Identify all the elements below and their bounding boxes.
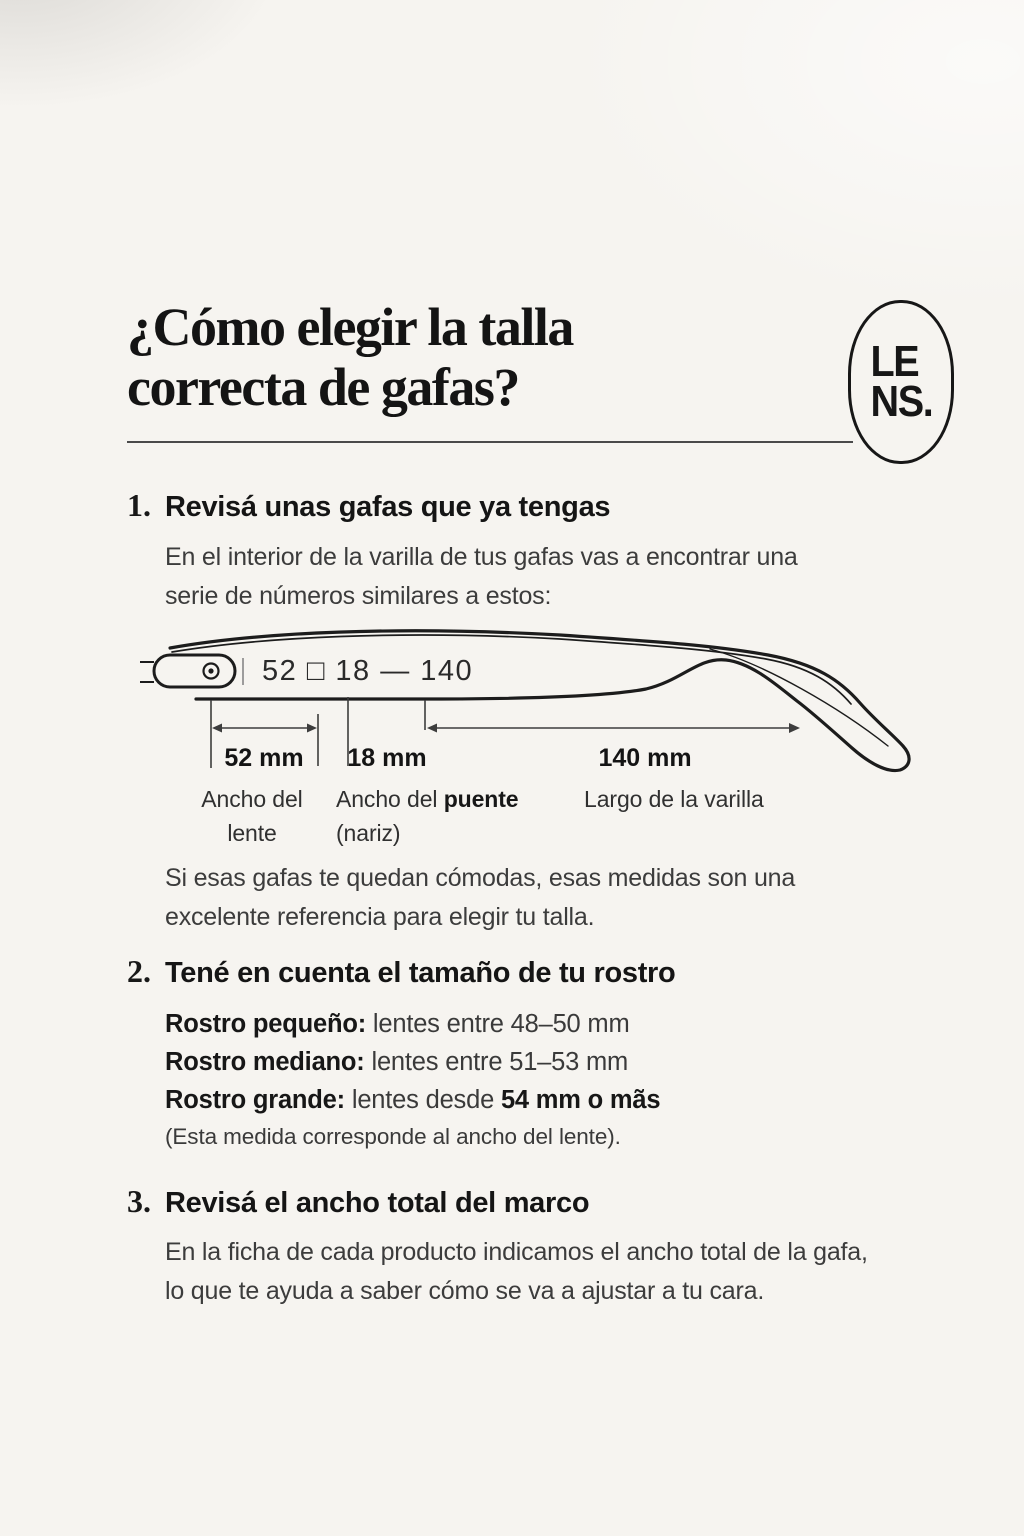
step1-title: Revisá unas gafas que ya tengas bbox=[165, 491, 611, 523]
step1-outro-line2: excelente referencia para elegir tu talla. bbox=[165, 903, 595, 931]
temple-length-value: 140 mm bbox=[598, 744, 692, 772]
bridge-width-label bbox=[336, 782, 519, 850]
title-divider bbox=[127, 441, 853, 443]
lens-logo-line1: LE bbox=[870, 337, 918, 386]
step2-heading bbox=[127, 953, 675, 990]
lens-width-label-line1: Ancho del bbox=[201, 786, 303, 812]
face-size-large: Rostro grande: lentes desde 54 mm o mãs bbox=[165, 1086, 661, 1114]
lens-width-value: 52 mm bbox=[224, 744, 304, 772]
step3-body-line2: lo que te ayuda a saber cómo se va a ajustar a tu cara. bbox=[165, 1277, 765, 1305]
step1-intro-line1: En el interior de la varilla de tus gafas vas a encontrar una bbox=[165, 543, 798, 571]
lens-logo-line2: NS. bbox=[870, 377, 932, 426]
temple-size-marking: 52 □ 18 — 140 bbox=[262, 655, 474, 687]
lens-logo bbox=[848, 300, 954, 464]
bridge-width-value: 18 mm bbox=[347, 744, 427, 772]
step3-title: Revisá el ancho total del marco bbox=[165, 1187, 590, 1219]
page-title bbox=[127, 297, 573, 417]
lens-width-label bbox=[174, 782, 330, 850]
face-size-medium: Rostro mediano: lentes entre 51–53 mm bbox=[165, 1048, 629, 1076]
page-title-line2: correcta de gafas? bbox=[127, 357, 519, 417]
lens-logo-text bbox=[870, 337, 932, 426]
temple-arm-drawing bbox=[140, 616, 930, 778]
hinge-left-lines bbox=[140, 662, 154, 682]
temple-measurement-diagram bbox=[140, 616, 930, 861]
lens-width-label-line2: lente bbox=[227, 820, 277, 846]
step3-number: 3. bbox=[127, 1183, 151, 1219]
face-size-small: Rostro pequeño: lentes entre 48–50 mm bbox=[165, 1010, 630, 1038]
bridge-width-label-line2: (nariz) bbox=[336, 820, 401, 846]
hinge-screw-center bbox=[208, 668, 213, 673]
step1-outro-line1: Si esas gafas te quedan cómodas, esas medidas son una bbox=[165, 864, 796, 892]
step1-intro-line2: serie de números similares a estos: bbox=[165, 582, 552, 610]
step1-outro bbox=[165, 859, 795, 937]
bridge-width-label-line1: Ancho del puente bbox=[336, 786, 519, 812]
bridge-bold-word: puente bbox=[443, 786, 519, 812]
step3-heading bbox=[127, 1183, 589, 1220]
face-size-list bbox=[165, 1005, 660, 1119]
step1-heading bbox=[127, 487, 610, 524]
step2-number: 2. bbox=[127, 953, 151, 989]
step2-title: Tené en cuenta el tamaño de tu rostro bbox=[165, 957, 676, 989]
temple-length-label: Largo de la varilla bbox=[584, 786, 764, 812]
lens-width-note: (Esta medida corresponde al ancho del lente). bbox=[165, 1124, 621, 1149]
step1-number: 1. bbox=[127, 487, 151, 523]
step3-body bbox=[165, 1233, 868, 1311]
step1-intro bbox=[165, 538, 798, 616]
step3-body-line1: En la ficha de cada producto indicamos el ancho total de la gafa, bbox=[165, 1238, 868, 1266]
page-title-line1: ¿Cómo elegir la talla bbox=[127, 297, 573, 357]
hinge-cap bbox=[154, 655, 235, 687]
